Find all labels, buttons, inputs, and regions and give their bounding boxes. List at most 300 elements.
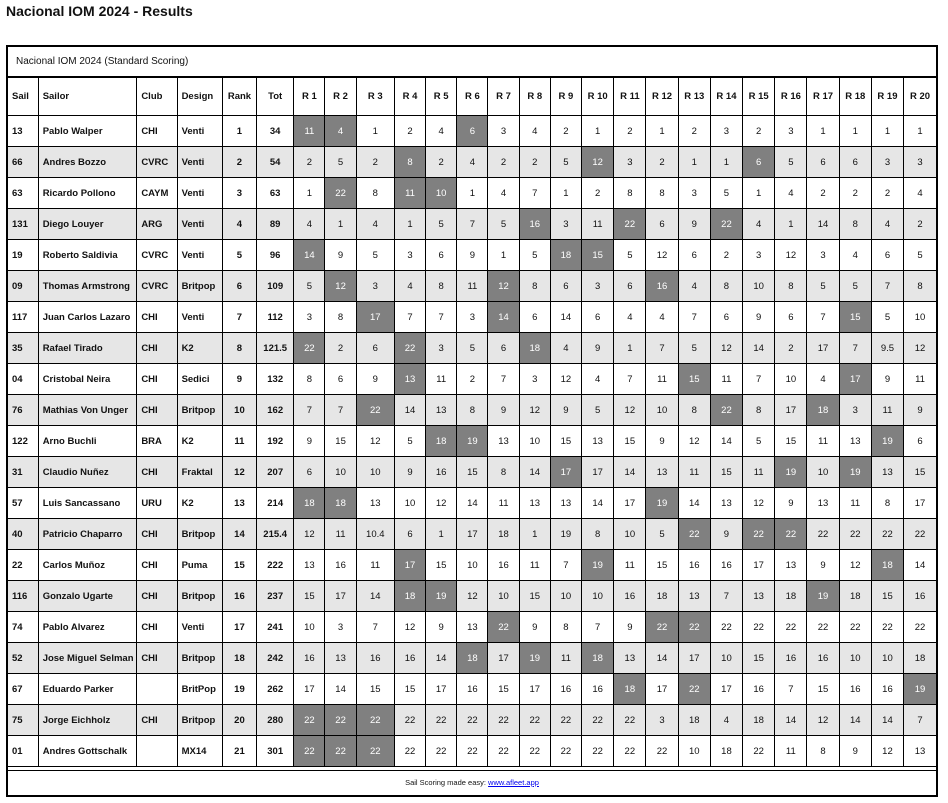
race-score-cell: 1	[325, 209, 356, 240]
race-score-cell: 10	[426, 178, 457, 209]
race-score-cell: 12	[325, 271, 356, 302]
race-score-cell: 16	[710, 550, 742, 581]
race-score-cell: 17	[614, 488, 646, 519]
race-score-cell: 18	[743, 705, 775, 736]
club-cell: CHI	[137, 705, 177, 736]
race-score-cell: 18	[839, 581, 871, 612]
race-score-cell: 16	[582, 674, 614, 705]
race-score-cell: 22	[871, 612, 903, 643]
race-score-cell: 12	[356, 426, 394, 457]
race-score-cell: 8	[294, 364, 325, 395]
race-score-cell: 11	[871, 395, 903, 426]
race-score-cell: 8	[807, 736, 839, 767]
race-score-cell: 12	[871, 736, 903, 767]
table-row	[8, 395, 936, 426]
race-score-cell: 13	[904, 736, 936, 767]
design-cell: Venti	[177, 240, 222, 271]
race-score-cell: 3	[871, 147, 903, 178]
sailor-cell: Rafael Tirado	[38, 333, 137, 364]
table-row	[8, 736, 936, 767]
race-score-cell: 7	[550, 550, 581, 581]
race-score-cell: 13	[807, 488, 839, 519]
race-score-cell: 17	[356, 302, 394, 333]
table-row	[8, 457, 936, 488]
race-score-cell: 7	[743, 364, 775, 395]
race-score-cell: 11	[839, 488, 871, 519]
race-score-cell: 18	[519, 333, 550, 364]
rank-cell: 10	[222, 395, 256, 426]
sail-cell: 04	[8, 364, 38, 395]
race-score-cell: 13	[743, 581, 775, 612]
race-score-cell: 22	[839, 612, 871, 643]
race-score-cell: 12	[519, 395, 550, 426]
rank-cell: 11	[222, 426, 256, 457]
race-score-cell: 4	[457, 147, 488, 178]
race-score-cell: 22	[710, 612, 742, 643]
race-score-cell: 18	[394, 581, 425, 612]
race-score-cell: 22	[325, 178, 356, 209]
race-score-cell: 8	[582, 519, 614, 550]
column-header-r-8: R 8	[519, 78, 550, 116]
column-header-r-12: R 12	[646, 78, 678, 116]
race-score-cell: 9.5	[871, 333, 903, 364]
table-row	[8, 302, 936, 333]
race-score-cell: 14	[394, 395, 425, 426]
column-header-r-5: R 5	[426, 78, 457, 116]
race-score-cell: 17	[807, 333, 839, 364]
race-score-cell: 7	[807, 302, 839, 333]
race-score-cell: 22	[710, 209, 742, 240]
race-score-cell: 22	[743, 612, 775, 643]
race-score-cell: 3	[294, 302, 325, 333]
race-score-cell: 15	[743, 643, 775, 674]
race-score-cell: 15	[426, 550, 457, 581]
column-header-r-10: R 10	[582, 78, 614, 116]
race-score-cell: 12	[426, 488, 457, 519]
race-score-cell: 7	[904, 705, 936, 736]
club-cell: CHI	[137, 612, 177, 643]
race-score-cell: 2	[904, 209, 936, 240]
race-score-cell: 4	[614, 302, 646, 333]
sailor-cell: Patricio Chaparro	[38, 519, 137, 550]
race-score-cell: 2	[394, 116, 425, 147]
race-score-cell: 19	[775, 457, 807, 488]
race-score-cell: 14	[614, 457, 646, 488]
sailor-cell: Diego Louyer	[38, 209, 137, 240]
race-score-cell: 12	[488, 271, 519, 302]
race-score-cell: 13	[871, 457, 903, 488]
race-score-cell: 1	[394, 209, 425, 240]
race-score-cell: 7	[614, 364, 646, 395]
sail-cell: 57	[8, 488, 38, 519]
total-cell: 237	[257, 581, 294, 612]
race-score-cell: 9	[488, 395, 519, 426]
race-score-cell: 22	[488, 705, 519, 736]
column-header-r-20: R 20	[904, 78, 936, 116]
race-score-cell: 2	[294, 147, 325, 178]
race-score-cell: 15	[294, 581, 325, 612]
race-score-cell: 8	[325, 302, 356, 333]
race-score-cell: 2	[488, 147, 519, 178]
sail-cell: 01	[8, 736, 38, 767]
race-score-cell: 22	[550, 705, 581, 736]
club-cell: CHI	[137, 550, 177, 581]
rank-cell: 18	[222, 643, 256, 674]
design-cell: Fraktal	[177, 457, 222, 488]
sailor-cell: Andres Gottschalk	[38, 736, 137, 767]
race-score-cell: 8	[550, 612, 581, 643]
race-score-cell: 13	[426, 395, 457, 426]
race-score-cell: 7	[646, 333, 678, 364]
race-score-cell: 4	[550, 333, 581, 364]
race-score-cell: 22	[356, 736, 394, 767]
design-cell: Puma	[177, 550, 222, 581]
race-score-cell: 8	[426, 271, 457, 302]
total-cell: 54	[257, 147, 294, 178]
table-title: Nacional IOM 2024 (Standard Scoring)	[8, 47, 936, 77]
race-score-cell: 5	[839, 271, 871, 302]
race-score-cell: 22	[394, 736, 425, 767]
column-header-r-3: R 3	[356, 78, 394, 116]
race-score-cell: 12	[839, 550, 871, 581]
race-score-cell: 17	[294, 674, 325, 705]
sailor-cell: Mathias Von Unger	[38, 395, 137, 426]
race-score-cell: 2	[646, 147, 678, 178]
design-cell: Venti	[177, 147, 222, 178]
race-score-cell: 11	[550, 643, 581, 674]
race-score-cell: 7	[356, 612, 394, 643]
club-cell: CHI	[137, 519, 177, 550]
race-score-cell: 22	[294, 333, 325, 364]
race-score-cell: 22	[646, 612, 678, 643]
race-score-cell: 18	[325, 488, 356, 519]
race-score-cell: 10	[871, 643, 903, 674]
design-cell: MX14	[177, 736, 222, 767]
race-score-cell: 10	[582, 581, 614, 612]
total-cell: 96	[257, 240, 294, 271]
race-score-cell: 3	[614, 147, 646, 178]
column-header-r-2: R 2	[325, 78, 356, 116]
race-score-cell: 15	[775, 426, 807, 457]
race-score-cell: 10	[904, 302, 936, 333]
race-score-cell: 15	[807, 674, 839, 705]
race-score-cell: 14	[457, 488, 488, 519]
race-score-cell: 5	[614, 240, 646, 271]
race-score-cell: 2	[582, 178, 614, 209]
page-title: Nacional IOM 2024 - Results	[6, 3, 193, 19]
header-row	[8, 78, 936, 116]
table-row	[8, 209, 936, 240]
sail-cell: 31	[8, 457, 38, 488]
race-score-cell: 22	[356, 395, 394, 426]
race-score-cell: 13	[325, 643, 356, 674]
race-score-cell: 22	[394, 705, 425, 736]
column-header-r-16: R 16	[775, 78, 807, 116]
race-score-cell: 11	[294, 116, 325, 147]
race-score-cell: 7	[775, 674, 807, 705]
race-score-cell: 22	[394, 333, 425, 364]
race-score-cell: 11	[904, 364, 936, 395]
table-row	[8, 240, 936, 271]
sail-cell: 09	[8, 271, 38, 302]
race-score-cell: 14	[519, 457, 550, 488]
race-score-cell: 16	[488, 550, 519, 581]
sailor-cell: Carlos Muñoz	[38, 550, 137, 581]
race-score-cell: 12	[678, 426, 710, 457]
race-score-cell: 11	[807, 426, 839, 457]
race-score-cell: 22	[325, 705, 356, 736]
total-cell: 192	[257, 426, 294, 457]
column-header-r-6: R 6	[457, 78, 488, 116]
total-cell: 34	[257, 116, 294, 147]
race-score-cell: 17	[325, 581, 356, 612]
race-score-cell: 14	[678, 488, 710, 519]
race-score-cell: 3	[519, 364, 550, 395]
race-score-cell: 17	[710, 674, 742, 705]
race-score-cell: 22	[550, 736, 581, 767]
race-score-cell: 6	[839, 147, 871, 178]
race-score-cell: 10	[807, 457, 839, 488]
sail-cell: 131	[8, 209, 38, 240]
rank-cell: 12	[222, 457, 256, 488]
race-score-cell: 3	[426, 333, 457, 364]
table-row	[8, 705, 936, 736]
rank-cell: 6	[222, 271, 256, 302]
sailor-cell: Luis Sancassano	[38, 488, 137, 519]
race-score-cell: 8	[488, 457, 519, 488]
race-score-cell: 6	[871, 240, 903, 271]
race-score-cell: 10	[775, 364, 807, 395]
race-score-cell: 3	[325, 612, 356, 643]
race-score-cell: 19	[457, 426, 488, 457]
race-score-cell: 12	[775, 240, 807, 271]
race-score-cell: 11	[775, 736, 807, 767]
race-score-cell: 18	[678, 705, 710, 736]
club-cell: CVRC	[137, 147, 177, 178]
race-score-cell: 5	[904, 240, 936, 271]
race-score-cell: 17	[678, 643, 710, 674]
race-score-cell: 12	[457, 581, 488, 612]
race-score-cell: 5	[519, 240, 550, 271]
race-score-cell: 2	[550, 116, 581, 147]
total-cell: 207	[257, 457, 294, 488]
table-row	[8, 178, 936, 209]
race-score-cell: 11	[646, 364, 678, 395]
race-score-cell: 11	[519, 550, 550, 581]
rank-cell: 14	[222, 519, 256, 550]
race-score-cell: 6	[488, 333, 519, 364]
club-cell	[137, 736, 177, 767]
race-score-cell: 11	[743, 457, 775, 488]
club-cell: ARG	[137, 209, 177, 240]
table-row	[8, 488, 936, 519]
race-score-cell: 1	[646, 116, 678, 147]
rank-cell: 20	[222, 705, 256, 736]
sail-cell: 75	[8, 705, 38, 736]
race-score-cell: 9	[614, 612, 646, 643]
race-score-cell: 2	[743, 116, 775, 147]
race-score-cell: 1	[839, 116, 871, 147]
design-cell: K2	[177, 426, 222, 457]
race-score-cell: 18	[775, 581, 807, 612]
race-score-cell: 8	[646, 178, 678, 209]
race-score-cell: 22	[426, 736, 457, 767]
race-score-cell: 5	[646, 519, 678, 550]
race-score-cell: 13	[457, 612, 488, 643]
race-score-cell: 4	[426, 116, 457, 147]
race-score-cell: 19	[807, 581, 839, 612]
race-score-cell: 15	[871, 581, 903, 612]
race-score-cell: 1	[519, 519, 550, 550]
race-score-cell: 14	[550, 302, 581, 333]
sailor-cell: Gonzalo Ugarte	[38, 581, 137, 612]
race-score-cell: 1	[488, 240, 519, 271]
race-score-cell: 6	[807, 147, 839, 178]
race-score-cell: 5	[488, 209, 519, 240]
race-score-cell: 18	[871, 550, 903, 581]
race-score-cell: 9	[710, 519, 742, 550]
race-score-cell: 6	[646, 209, 678, 240]
sail-cell: 19	[8, 240, 38, 271]
table-row	[8, 333, 936, 364]
column-header-r-1: R 1	[294, 78, 325, 116]
race-score-cell: 18	[904, 643, 936, 674]
results-panel	[6, 45, 938, 797]
race-score-cell: 19	[871, 426, 903, 457]
design-cell: Britpop	[177, 705, 222, 736]
race-score-cell: 17	[519, 674, 550, 705]
table-row	[8, 550, 936, 581]
afleet-link[interactable]: www.afleet.app	[488, 778, 539, 787]
table-row	[8, 116, 936, 147]
race-score-cell: 9	[426, 612, 457, 643]
race-score-cell: 18	[614, 674, 646, 705]
race-score-cell: 8	[678, 395, 710, 426]
race-score-cell: 22	[294, 705, 325, 736]
sailor-cell: Ricardo Pollono	[38, 178, 137, 209]
race-score-cell: 17	[488, 643, 519, 674]
race-score-cell: 22	[519, 705, 550, 736]
rank-cell: 19	[222, 674, 256, 705]
rank-cell: 21	[222, 736, 256, 767]
race-score-cell: 18	[457, 643, 488, 674]
race-score-cell: 11	[678, 457, 710, 488]
sailor-cell: Cristobal Neira	[38, 364, 137, 395]
race-score-cell: 8	[457, 395, 488, 426]
race-score-cell: 8	[519, 271, 550, 302]
race-score-cell: 9	[394, 457, 425, 488]
race-score-cell: 6	[394, 519, 425, 550]
race-score-cell: 6	[614, 271, 646, 302]
column-header-r-19: R 19	[871, 78, 903, 116]
race-score-cell: 3	[904, 147, 936, 178]
race-score-cell: 15	[904, 457, 936, 488]
race-score-cell: 22	[839, 519, 871, 550]
club-cell: CHI	[137, 581, 177, 612]
total-cell: 222	[257, 550, 294, 581]
race-score-cell: 18	[646, 581, 678, 612]
race-score-cell: 4	[775, 178, 807, 209]
race-score-cell: 16	[325, 550, 356, 581]
race-score-cell: 16	[519, 209, 550, 240]
sail-cell: 117	[8, 302, 38, 333]
race-score-cell: 2	[775, 333, 807, 364]
race-score-cell: 5	[356, 240, 394, 271]
sailor-cell: Claudio Nuñez	[38, 457, 137, 488]
design-cell: Venti	[177, 209, 222, 240]
race-score-cell: 1	[743, 178, 775, 209]
race-score-cell: 10	[519, 426, 550, 457]
race-score-cell: 1	[614, 333, 646, 364]
column-header-r-18: R 18	[839, 78, 871, 116]
design-cell: K2	[177, 488, 222, 519]
race-score-cell: 15	[710, 457, 742, 488]
design-cell: Britpop	[177, 643, 222, 674]
sail-cell: 40	[8, 519, 38, 550]
race-score-cell: 7	[325, 395, 356, 426]
race-score-cell: 5	[775, 147, 807, 178]
sailor-cell: Thomas Armstrong	[38, 271, 137, 302]
race-score-cell: 13	[394, 364, 425, 395]
race-score-cell: 10	[646, 395, 678, 426]
race-score-cell: 9	[904, 395, 936, 426]
table-row	[8, 581, 936, 612]
sail-cell: 22	[8, 550, 38, 581]
race-score-cell: 8	[839, 209, 871, 240]
club-cell: CAYM	[137, 178, 177, 209]
race-score-cell: 12	[550, 364, 581, 395]
race-score-cell: 22	[356, 705, 394, 736]
race-score-cell: 5	[550, 147, 581, 178]
race-score-cell: 4	[646, 302, 678, 333]
race-score-cell: 22	[775, 612, 807, 643]
race-score-cell: 2	[356, 147, 394, 178]
race-score-cell: 8	[394, 147, 425, 178]
race-score-cell: 19	[904, 674, 936, 705]
race-score-cell: 22	[678, 519, 710, 550]
race-score-cell: 19	[550, 519, 581, 550]
table-row	[8, 426, 936, 457]
race-score-cell: 5	[871, 302, 903, 333]
race-score-cell: 9	[325, 240, 356, 271]
race-score-cell: 15	[488, 674, 519, 705]
race-score-cell: 4	[678, 271, 710, 302]
race-score-cell: 22	[710, 395, 742, 426]
race-score-cell: 6	[550, 271, 581, 302]
race-score-cell: 10	[294, 612, 325, 643]
sail-cell: 74	[8, 612, 38, 643]
race-score-cell: 10.4	[356, 519, 394, 550]
race-score-cell: 4	[519, 116, 550, 147]
club-cell: CHI	[137, 116, 177, 147]
race-score-cell: 16	[614, 581, 646, 612]
race-score-cell: 3	[839, 395, 871, 426]
race-score-cell: 4	[356, 209, 394, 240]
race-score-cell: 13	[356, 488, 394, 519]
race-score-cell: 22	[678, 612, 710, 643]
race-score-cell: 6	[294, 457, 325, 488]
race-score-cell: 22	[519, 736, 550, 767]
race-score-cell: 6	[519, 302, 550, 333]
race-score-cell: 3	[457, 302, 488, 333]
race-score-cell: 1	[904, 116, 936, 147]
design-cell: Venti	[177, 116, 222, 147]
sail-cell: 63	[8, 178, 38, 209]
race-score-cell: 18	[488, 519, 519, 550]
race-score-cell: 15	[646, 550, 678, 581]
race-score-cell: 2	[457, 364, 488, 395]
race-score-cell: 14	[710, 426, 742, 457]
